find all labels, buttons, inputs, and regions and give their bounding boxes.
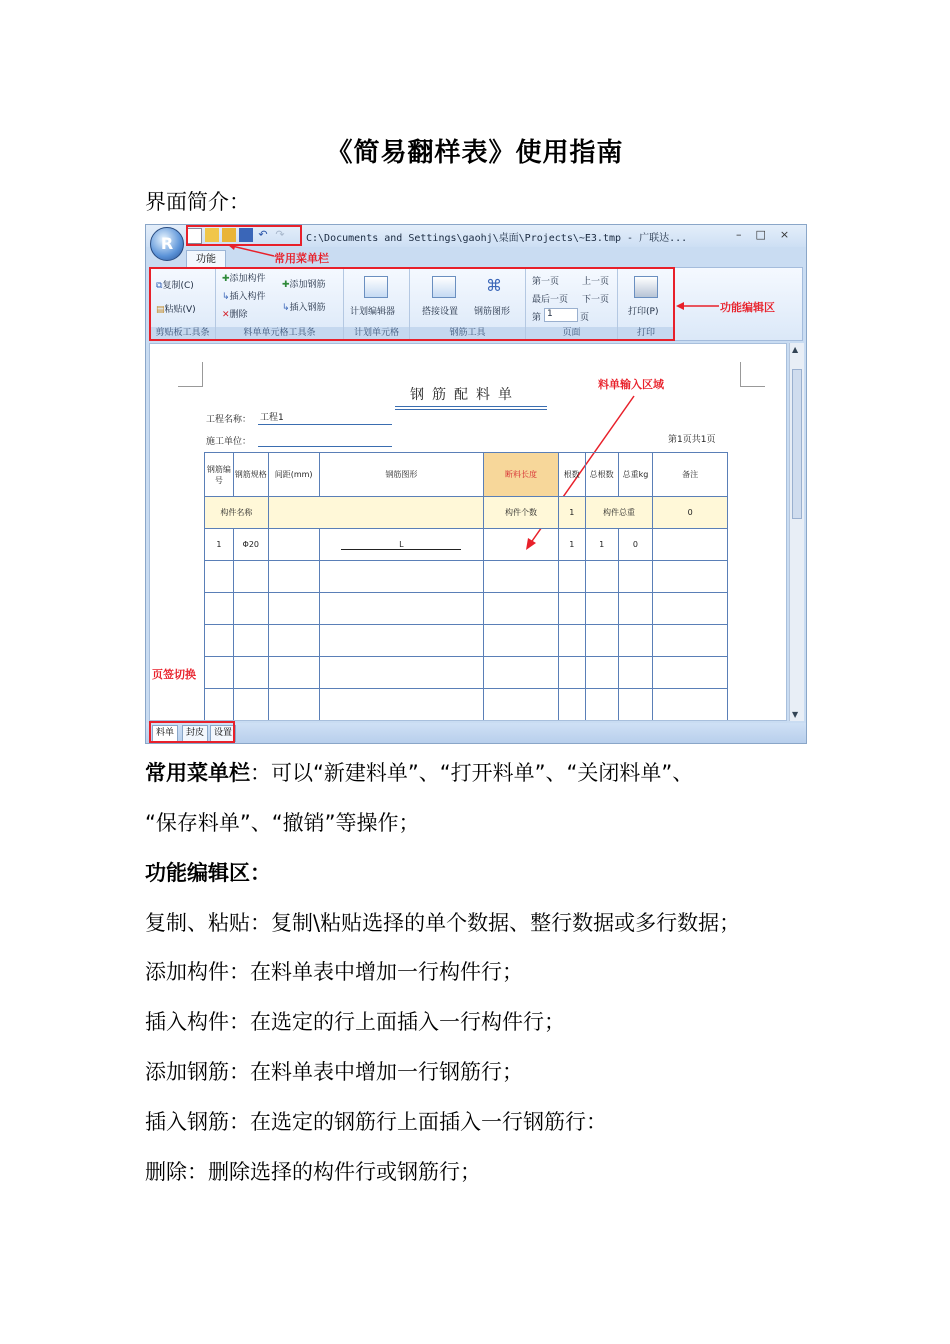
- scroll-down-icon[interactable]: ▼: [792, 710, 799, 719]
- paragraph-delete: 删除：删除选择的构件行或钢筋行；: [145, 1160, 481, 1184]
- component-name-cell[interactable]: [268, 497, 484, 529]
- group-label-clipboard: 剪贴板工具条: [150, 327, 215, 340]
- table-row[interactable]: [205, 593, 728, 625]
- header-shape: 钢筋图形: [319, 453, 484, 497]
- corner-mark-right: [740, 362, 765, 387]
- lap-settings-button[interactable]: 搭接设置: [422, 307, 459, 317]
- add-component-button[interactable]: ✚添加构件: [222, 274, 266, 284]
- window-controls: [736, 228, 803, 241]
- close-icon[interactable]: ×: [779, 228, 804, 241]
- sheet-tab-settings[interactable]: 设置: [210, 725, 236, 742]
- table-row[interactable]: [205, 657, 728, 689]
- header-cut-length: 断料长度: [484, 453, 559, 497]
- paragraph-function-heading: 功能编辑区：: [145, 861, 271, 885]
- group-label-plan: 计划单元格: [344, 327, 409, 340]
- add-rebar-button[interactable]: ✚添加钢筋: [282, 280, 326, 290]
- page-prefix: 第: [532, 313, 542, 323]
- app-screenshot: [145, 224, 807, 744]
- table-header-row: [205, 453, 728, 497]
- scroll-thumb[interactable]: [792, 369, 802, 519]
- annotation-arrow-qat: [226, 241, 276, 259]
- rebar-spacing[interactable]: [268, 529, 319, 561]
- header-note: 备注: [653, 453, 728, 497]
- component-name-label: 构件名称: [205, 497, 269, 529]
- group-label-cell-tools: 料单单元格工具条: [216, 327, 343, 340]
- annotation-qat: 常用菜单栏: [274, 252, 329, 265]
- prev-page-button[interactable]: 上一页: [582, 277, 610, 287]
- header-total: 总根数: [585, 453, 618, 497]
- minimize-icon[interactable]: –: [736, 228, 756, 241]
- rebar-spec[interactable]: Φ20: [233, 529, 268, 561]
- add-rebar-icon: ✚: [282, 280, 290, 290]
- group-label-page: 页面: [526, 327, 617, 340]
- component-count[interactable]: 1: [558, 497, 585, 529]
- paragraph-add-rebar: 添加钢筋：在料单表中增加一行钢筋行；: [145, 1060, 523, 1084]
- table-row[interactable]: [205, 689, 728, 721]
- group-label-print: 打印: [618, 327, 674, 340]
- paragraph-copy-paste: 复制、粘贴：复制\粘贴选择的单个数据、整行数据或多行数据；: [145, 911, 741, 935]
- insert-rebar-button[interactable]: ↳插入钢筋: [282, 303, 326, 313]
- component-weight: 0: [653, 497, 728, 529]
- function-area-highlight: [149, 267, 675, 341]
- vertical-scrollbar[interactable]: [789, 343, 804, 721]
- paragraph-insert-rebar: 插入钢筋：在选定的钢筋行上面插入一行钢筋行：: [145, 1110, 607, 1134]
- copy-button[interactable]: ⧉复制(C): [156, 281, 194, 291]
- app-orb-button[interactable]: R: [150, 227, 184, 261]
- add-component-icon: ✚: [222, 274, 230, 284]
- delete-icon: ✕: [222, 310, 230, 320]
- tab-function[interactable]: 功能: [186, 250, 226, 268]
- header-weight: 总重kg: [618, 453, 653, 497]
- paste-icon: ▤: [156, 305, 165, 315]
- window-path: C:\Documents and Settings\gaohj\桌面\Projects\~E3.tmp - 广联达...: [306, 233, 688, 244]
- document-title: 《简易翻样表》使用指南: [326, 138, 624, 168]
- sheet-tab-cover[interactable]: 封皮: [182, 725, 208, 742]
- page-number-input[interactable]: 1: [544, 308, 578, 322]
- annotation-sheet-switch: 页签切换: [152, 668, 196, 681]
- maximize-icon[interactable]: □: [755, 228, 780, 241]
- project-underline: [258, 424, 392, 425]
- rebar-shape-button[interactable]: 钢筋图形: [474, 307, 511, 317]
- delete-button[interactable]: ✕删除: [222, 310, 248, 320]
- sheet-tab-bill[interactable]: 料单: [152, 725, 178, 742]
- rebar-table: [204, 452, 728, 721]
- sheet-tab-bar: [146, 723, 806, 743]
- annotation-function-area: 功能编辑区: [720, 301, 775, 314]
- print-button[interactable]: 打印(P): [628, 307, 659, 317]
- unit-label: 施工单位：: [206, 437, 252, 447]
- paste-button[interactable]: ▤粘贴(V): [156, 305, 196, 315]
- header-id: 钢筋编号: [205, 453, 234, 497]
- last-page-button[interactable]: 最后一页: [532, 295, 569, 305]
- page-suffix: 页: [580, 313, 590, 323]
- paragraph-insert-component: 插入构件：在选定的行上面插入一行构件行；: [145, 1010, 565, 1034]
- component-weight-label: 构件总重: [585, 497, 653, 529]
- redo-icon[interactable]: ↷: [275, 228, 285, 241]
- rebar-total: 1: [585, 529, 618, 561]
- rebar-shape-cell[interactable]: [319, 529, 484, 561]
- insert-rebar-icon: ↳: [282, 303, 290, 313]
- rebar-shape-label: L: [341, 540, 461, 550]
- page-info: 第1页共1页: [668, 435, 716, 445]
- rebar-row[interactable]: [205, 529, 728, 561]
- paragraph-qat: [145, 758, 693, 788]
- annotation-input-area: 料单输入区域: [598, 378, 664, 391]
- paragraph-qat-bold: 常用菜单栏: [145, 761, 250, 785]
- table-row[interactable]: [205, 625, 728, 657]
- project-name-value[interactable]: 工程1: [260, 413, 284, 423]
- insert-component-button[interactable]: ↳插入构件: [222, 292, 266, 302]
- rebar-note[interactable]: [653, 529, 728, 561]
- insert-component-icon: ↳: [222, 292, 230, 302]
- corner-mark-left: [178, 362, 203, 387]
- component-row[interactable]: [205, 497, 728, 529]
- component-count-label: 构件个数: [484, 497, 559, 529]
- rebar-id[interactable]: 1: [205, 529, 234, 561]
- unit-underline: [258, 446, 392, 447]
- project-name-label: 工程名称：: [206, 415, 252, 425]
- header-count: 根数: [558, 453, 585, 497]
- copy-icon: ⧉: [156, 281, 163, 291]
- header-spacing: 间距(mm): [268, 453, 319, 497]
- intro-heading: 界面简介：: [145, 190, 250, 214]
- rebar-shape-icon: ⌘: [486, 276, 502, 295]
- scroll-up-icon[interactable]: ▲: [792, 345, 799, 354]
- first-page-button[interactable]: 第一页: [532, 277, 560, 287]
- undo-icon[interactable]: ↶: [258, 228, 268, 241]
- paragraph-qat-text: ：可以“新建料单”、“打开料单”、“关闭料单”、: [250, 761, 694, 785]
- sheet-canvas[interactable]: [149, 343, 787, 721]
- plan-editor-button[interactable]: 计划编辑器: [350, 307, 396, 317]
- group-label-rebar-tools: 钢筋工具: [410, 327, 525, 340]
- next-page-button[interactable]: 下一页: [582, 295, 610, 305]
- rebar-cut-length[interactable]: [484, 529, 559, 561]
- paragraph-add-component: 添加构件：在料单表中增加一行构件行；: [145, 960, 523, 984]
- annotation-arrow-function: [675, 299, 721, 313]
- header-spec: 钢筋规格: [233, 453, 268, 497]
- paragraph-qat-cont: “保存料单”、“撤销”等操作；: [145, 811, 420, 835]
- table-row[interactable]: [205, 561, 728, 593]
- sheet-tabs-highlight: [149, 721, 235, 743]
- sheet-title: 钢筋配料单: [410, 387, 520, 403]
- rebar-weight: 0: [618, 529, 653, 561]
- rebar-count[interactable]: 1: [558, 529, 585, 561]
